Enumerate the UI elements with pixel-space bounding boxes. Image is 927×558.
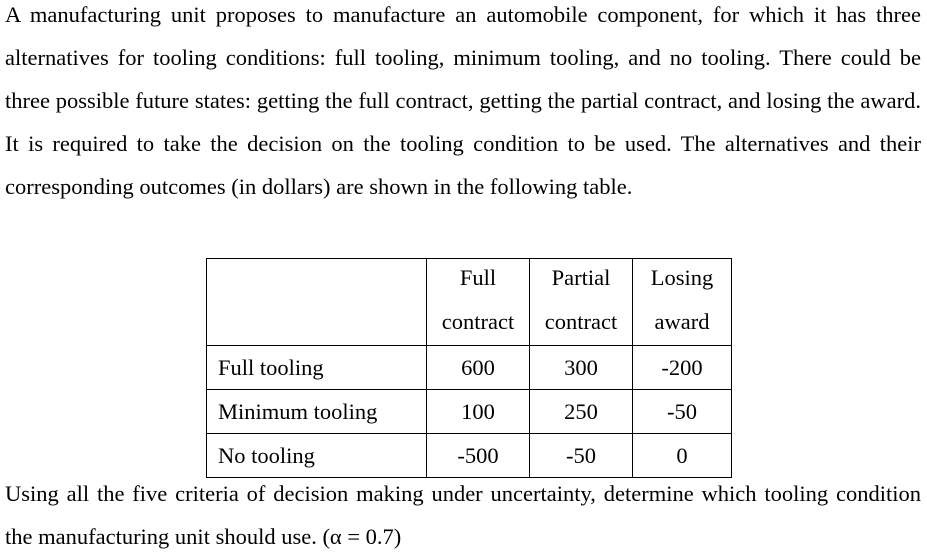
table-row — [207, 346, 732, 390]
table-cell: 600 — [427, 346, 530, 390]
column-header-partial-contract — [530, 259, 633, 346]
table-row — [207, 434, 732, 478]
table-cell: -500 — [427, 434, 530, 478]
column-header-line1: Partial — [551, 265, 611, 290]
table-cell: 300 — [530, 346, 633, 390]
row-label-minimum-tooling: Minimum tooling — [207, 390, 427, 434]
table-cell: 100 — [427, 390, 530, 434]
column-header-line2: contract — [544, 309, 618, 334]
column-header-line2: contract — [441, 309, 515, 334]
column-header-line2: award — [654, 309, 710, 334]
problem-intro-text: A manufacturing unit proposes to manufacture an automobile component, for which it has three alternatives for tooling conditions: full tooling, minimum tooling, and no tooling. There could be three possible future states: getting the full contract, getting the partial contract, and losing the award. It is required to take the decision on the tooling condition to be used. The alternatives and their corresponding outcomes (in dollars) are shown in the following table. — [5, 2, 921, 199]
column-header-line1: Full — [459, 265, 497, 290]
row-label-full-tooling: Full tooling — [207, 346, 427, 390]
question-text: Using all the five criteria of decision making under uncertainty, determine which tooling condition the manufacturing unit should use. (α = 0.7) — [5, 481, 921, 549]
table-cell: -50 — [633, 390, 732, 434]
payoff-table — [206, 258, 732, 478]
table-cell: -50 — [530, 434, 633, 478]
column-header-full-contract — [427, 259, 530, 346]
column-header-line1: Losing — [650, 265, 714, 290]
row-label-no-tooling: No tooling — [207, 434, 427, 478]
table-header-row — [207, 259, 732, 346]
table-cell: 0 — [633, 434, 732, 478]
table-cell: -200 — [633, 346, 732, 390]
table-cell: 250 — [530, 390, 633, 434]
column-header-losing-award — [633, 259, 732, 346]
table-corner-cell — [207, 259, 427, 346]
table-row — [207, 390, 732, 434]
